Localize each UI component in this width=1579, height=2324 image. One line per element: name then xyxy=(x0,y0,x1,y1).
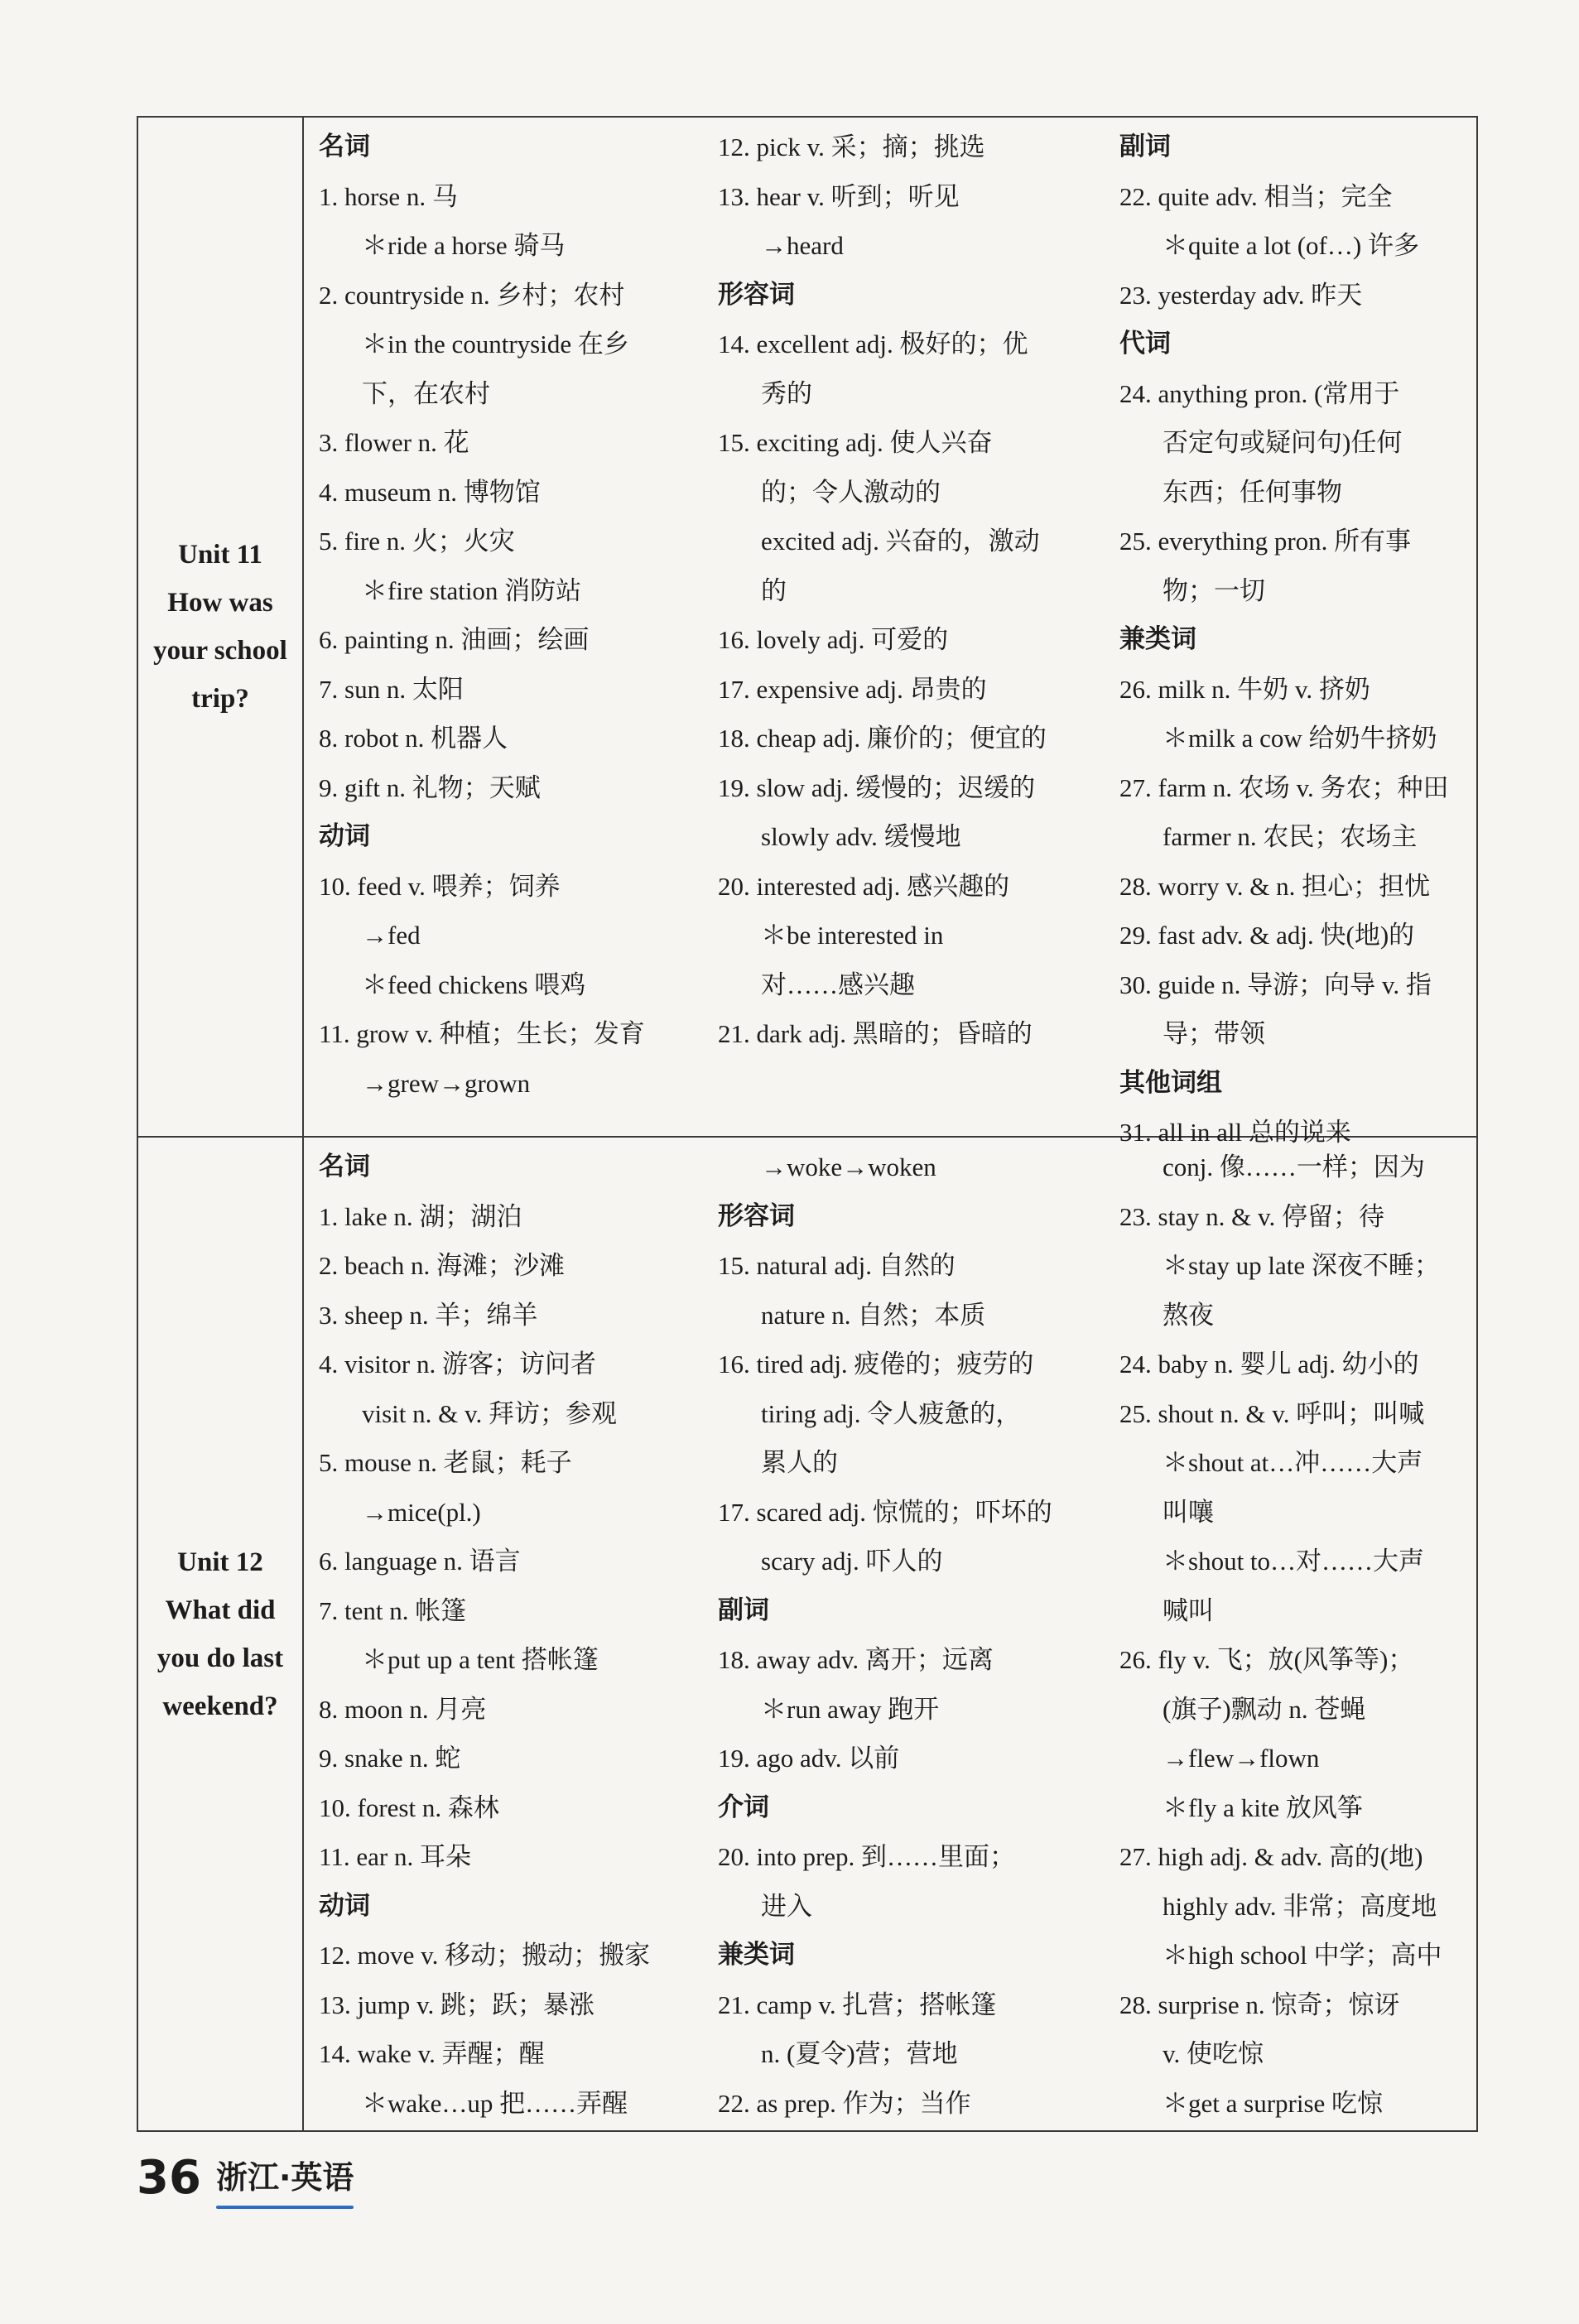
vocab-line: 1. lake n. 湖；湖泊 xyxy=(319,1201,522,1231)
vocab-line: ＊fire station 消防站 xyxy=(362,575,582,605)
vocab-line: ＊stay up late 深夜不睡； xyxy=(1163,1251,1440,1280)
vocab-line: 熬夜 xyxy=(1163,1300,1214,1330)
vocab-line: 东西；任何事物 xyxy=(1163,477,1342,507)
vocab-line: 4. museum n. 博物馆 xyxy=(319,477,541,507)
vocab-line: 3. flower n. 花 xyxy=(319,428,469,457)
vocab-line: →heard xyxy=(761,231,844,260)
unit-11-row xyxy=(138,118,1476,1147)
vocab-line: slowly adv. 缓慢地 xyxy=(761,822,961,851)
vocab-line: 叫嚷 xyxy=(1163,1497,1214,1527)
vocab-line: ＊high school 中学；高中 xyxy=(1163,1941,1442,1970)
vocab-line: ＊be interested in xyxy=(761,921,944,950)
unit-12-column-2 xyxy=(718,1143,1107,2128)
vocab-line: 24. anything pron. (常用于 xyxy=(1119,378,1400,408)
vocab-line: 7. sun n. 太阳 xyxy=(319,674,464,704)
unit-title: you do last xyxy=(156,1643,284,1673)
section-heading: 动词 xyxy=(319,1890,370,1921)
vocab-line: →woke→woken xyxy=(761,1152,936,1181)
page-number: 36 xyxy=(137,2150,201,2205)
vocab-line: 导；带领 xyxy=(1163,1019,1265,1048)
vocab-line: 18. away adv. 离开；远离 xyxy=(718,1645,994,1674)
vocab-line: 否定句或疑问句)任何 xyxy=(1163,428,1403,457)
section-heading: 副词 xyxy=(718,1595,769,1625)
vocab-line: ＊quite a lot (of…) 许多 xyxy=(1163,231,1419,260)
vocab-line: 对……感兴趣 xyxy=(761,970,915,999)
vocab-line: v. 使吃惊 xyxy=(1163,2039,1264,2068)
vocab-line: tiring adj. 令人疲惫的， xyxy=(761,1398,1022,1428)
vocab-line: 26. fly v. 飞；放(风筝等)； xyxy=(1119,1645,1414,1674)
vocab-line: 20. into prep. 到……里面； xyxy=(718,1842,1016,1871)
vocab-line: 25. shout n. & v. 呼叫；叫喊 xyxy=(1119,1398,1425,1428)
vocab-line: 物；一切 xyxy=(1163,575,1265,605)
unit-12-label xyxy=(138,1138,304,2131)
vocab-line: ＊in the countryside 在乡 xyxy=(362,330,629,358)
vocab-line: ＊shout to…对……大声 xyxy=(1163,1547,1425,1576)
unit-title: How was xyxy=(167,588,273,618)
vocab-line: 秀的 xyxy=(761,378,812,408)
vocab-line: 26. milk n. 牛奶 v. 挤奶 xyxy=(1119,674,1370,704)
vocab-line: 20. interested adj. 感兴趣的 xyxy=(718,871,1010,901)
section-heading: 介词 xyxy=(718,1792,769,1822)
unit-12-column-1 xyxy=(319,1143,708,2128)
vocab-line: 8. robot n. 机器人 xyxy=(319,724,508,753)
vocab-line: ＊ride a horse 骑马 xyxy=(362,231,566,260)
vocab-line: excited adj. 兴奋的，激动 xyxy=(761,527,1040,556)
vocab-line: ＊put up a tent 搭帐篷 xyxy=(362,1645,599,1674)
section-heading: 动词 xyxy=(319,821,370,851)
vocab-line: ＊wake…up 把……弄醒 xyxy=(362,2088,628,2118)
vocab-line: 进入 xyxy=(761,1891,812,1921)
vocab-line: farmer n. 农民；农场主 xyxy=(1163,822,1418,851)
vocab-line: 10. feed v. 喂养；饲养 xyxy=(319,871,561,901)
unit-11-column-2 xyxy=(718,123,1107,1059)
vocab-line: 29. fast adv. & adj. 快(地)的 xyxy=(1119,921,1415,950)
vocab-line: 21. camp v. 扎营；搭帐篷 xyxy=(718,1990,997,2019)
vocab-line: 27. high adj. & adv. 高的(地) xyxy=(1119,1842,1423,1871)
unit-12-row xyxy=(138,1138,1476,2131)
page-footer xyxy=(137,2144,354,2211)
vocab-line: 8. moon n. 月亮 xyxy=(319,1694,487,1724)
unit-12-column-3 xyxy=(1119,1143,1475,2128)
section-heading: 形容词 xyxy=(718,279,795,310)
vocab-line: 7. tent n. 帐篷 xyxy=(319,1595,467,1625)
vocab-line: 下，在农村 xyxy=(362,378,490,408)
vocab-line: 的 xyxy=(761,575,787,605)
unit-title: Unit 12 xyxy=(177,1547,263,1577)
vocab-line: 19. ago adv. 以前 xyxy=(718,1744,900,1773)
section-heading: 名词 xyxy=(319,132,370,161)
vocab-line: ＊shout at…冲……大声 xyxy=(1163,1448,1423,1477)
vocab-line: 6. painting n. 油画；绘画 xyxy=(319,625,590,654)
vocab-line: 22. as prep. 作为；当作 xyxy=(718,2088,971,2118)
vocab-line: 10. forest n. 森林 xyxy=(319,1792,499,1822)
vocab-line: 24. baby n. 婴儿 adj. 幼小的 xyxy=(1119,1350,1419,1379)
vocab-line: 18. cheap adj. 廉价的；便宜的 xyxy=(718,724,1047,753)
section-heading: 形容词 xyxy=(718,1200,795,1231)
unit-title: trip? xyxy=(191,684,249,714)
vocab-line: 17. expensive adj. 昂贵的 xyxy=(718,674,987,704)
vocab-line: scary adj. 吓人的 xyxy=(761,1547,943,1576)
vocab-line: highly adv. 非常；高度地 xyxy=(1163,1891,1437,1921)
vocab-line: 13. hear v. 听到；听见 xyxy=(718,181,960,211)
vocab-line: 28. worry v. & n. 担心；担忧 xyxy=(1119,871,1431,901)
section-heading: 副词 xyxy=(1119,132,1171,161)
vocab-line: n. (夏令)营；营地 xyxy=(761,2039,958,2068)
vocab-line: conj. 像……一样；因为 xyxy=(1163,1152,1425,1181)
section-heading: 代词 xyxy=(1119,329,1171,358)
vocab-line: 25. everything pron. 所有事 xyxy=(1119,527,1412,556)
unit-11-column-3 xyxy=(1119,123,1475,1157)
book-label: 浙江·英语 xyxy=(216,2152,354,2204)
section-heading: 其他词组 xyxy=(1119,1067,1222,1098)
vocab-line: ＊get a surprise 吃惊 xyxy=(1163,2088,1384,2118)
vocab-line: 9. snake n. 蛇 xyxy=(319,1744,461,1773)
vocab-line: 11. ear n. 耳朵 xyxy=(319,1842,471,1871)
vocab-line: (旗子)飘动 n. 苍蝇 xyxy=(1163,1694,1366,1724)
vocab-line: 16. lovely adj. 可爱的 xyxy=(718,625,949,654)
vocab-line: 12. move v. 移动；搬动；搬家 xyxy=(319,1941,651,1970)
vocab-line: 15. natural adj. 自然的 xyxy=(718,1251,956,1280)
vocab-line: ＊feed chickens 喂鸡 xyxy=(362,970,586,999)
vocab-line: 12. pick v. 采；摘；挑选 xyxy=(718,132,985,161)
unit-title: weekend? xyxy=(162,1691,278,1721)
vocab-line: visit n. & v. 拜访；参观 xyxy=(362,1398,618,1428)
vocab-line: 2. beach n. 海滩；沙滩 xyxy=(319,1251,566,1280)
vocab-line: 3. sheep n. 羊；绵羊 xyxy=(319,1300,538,1330)
vocab-line: 17. scared adj. 惊慌的；吓坏的 xyxy=(718,1497,1052,1527)
vocab-line: →mice(pl.) xyxy=(362,1497,481,1527)
unit-title: your school xyxy=(153,636,287,666)
vocab-line: 27. farm n. 农场 v. 务农；种田 xyxy=(1119,772,1449,802)
vocab-line: 9. gift n. 礼物；天赋 xyxy=(319,772,541,802)
vocab-line: 13. jump v. 跳；跃；暴涨 xyxy=(319,1990,595,2019)
section-heading: 兼类词 xyxy=(718,1940,795,1970)
vocab-line: ＊run away 跑开 xyxy=(761,1694,940,1724)
vocab-line: →fed xyxy=(362,921,421,950)
vocab-line: 1. horse n. 马 xyxy=(319,181,458,211)
vocab-line: →grew→grown xyxy=(362,1068,531,1098)
vocab-line: 4. visitor n. 游客；访问者 xyxy=(319,1350,596,1379)
vocab-line: 2. countryside n. 乡村；农村 xyxy=(319,280,625,310)
section-heading: 兼类词 xyxy=(1119,624,1196,654)
vocab-line: ＊fly a kite 放风筝 xyxy=(1163,1792,1363,1822)
vocab-line: 14. wake v. 弄醒；醒 xyxy=(319,2039,545,2068)
vocab-line: 5. mouse n. 老鼠；耗子 xyxy=(319,1448,572,1477)
vocab-line: nature n. 自然；本质 xyxy=(761,1300,986,1330)
vocab-line: 11. grow v. 种植；生长；发育 xyxy=(319,1019,645,1048)
vocab-line: 16. tired adj. 疲倦的；疲劳的 xyxy=(718,1350,1034,1379)
vocab-line: 14. excellent adj. 极好的；优 xyxy=(718,330,1028,358)
vocab-line: 5. fire n. 火；火灾 xyxy=(319,527,515,556)
unit-title: What did xyxy=(165,1595,276,1625)
vocab-line: 28. surprise n. 惊奇；惊讶 xyxy=(1119,1990,1400,2019)
vocab-line: 30. guide n. 导游；向导 v. 指 xyxy=(1119,970,1432,999)
vocab-line: 的；令人激动的 xyxy=(761,477,941,507)
vocab-line: 6. language n. 语言 xyxy=(319,1547,521,1576)
vocab-line: 19. slow adj. 缓慢的；迟缓的 xyxy=(718,772,1036,802)
vocab-line: →flew→flown xyxy=(1163,1744,1320,1773)
section-heading: 名词 xyxy=(319,1152,370,1181)
vocab-line: 21. dark adj. 黑暗的；昏暗的 xyxy=(718,1019,1033,1048)
unit-11-column-1 xyxy=(319,123,708,1108)
unit-11-label xyxy=(138,118,304,1136)
unit-title: Unit 11 xyxy=(178,540,262,570)
vocab-line: 喊叫 xyxy=(1163,1595,1214,1625)
vocabulary-table xyxy=(137,116,1478,2132)
vocab-line: ＊milk a cow 给奶牛挤奶 xyxy=(1163,724,1437,753)
vocab-line: 15. exciting adj. 使人兴奋 xyxy=(718,428,993,457)
vocab-line: 23. yesterday adv. 昨天 xyxy=(1119,280,1363,310)
vocab-line: 31. all in all 总的说来 xyxy=(1119,1118,1351,1147)
vocab-line: 22. quite adv. 相当；完全 xyxy=(1119,181,1393,211)
vocab-line: 累人的 xyxy=(761,1448,838,1477)
vocab-line: 23. stay n. & v. 停留；待 xyxy=(1119,1201,1385,1231)
